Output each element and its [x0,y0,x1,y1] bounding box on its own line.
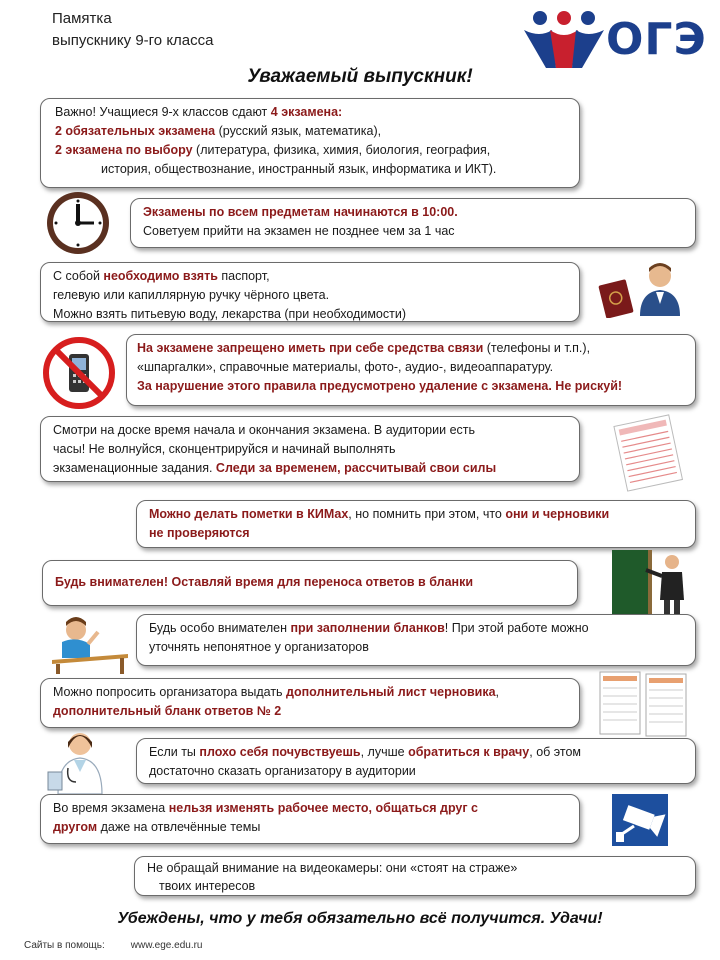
b6-l1c: они и черновики [505,507,610,521]
info-box-kim-notes [136,500,696,548]
b10-l1b: плохо себя почувствуешь [199,745,361,759]
b2-l2: Советуем прийти на экзамен не позднее чем за 1 час [143,224,455,238]
b2-l1: Экзамены по всем предметам начинаются в 10:00. [143,205,458,219]
info-box-cameras [134,856,696,896]
b3-l1a: С собой [53,269,104,283]
teacher-board-icon [612,550,692,614]
b5-l3a: экзаменационные задания. [53,461,216,475]
b10-l1c: , лучше [360,745,409,759]
sites-label: Сайты в помощь: [24,940,105,951]
b4-l1b: (телефоны и т.п.), [483,341,591,355]
page-title: Уважаемый выпускник! [247,66,473,87]
b12-l2: твоих интересов [159,879,256,893]
no-phone-icon [42,336,116,410]
b1-l2a: 2 обязательных экзамена [55,124,216,138]
b1-l2b: (русский язык, математика), [215,124,382,138]
logo-text: ОГЭ [606,14,707,65]
logo-figures-icon [520,8,610,74]
info-box-feel-bad [136,738,696,784]
b7-l1: Будь внимателен! Оставляй время для переноса ответов в бланки [55,575,474,589]
passport-icon [598,278,638,318]
clock-icon [42,190,114,256]
info-box-time [40,416,580,482]
b3-l1c: паспорт, [217,269,270,283]
b3-l3: Можно взять питьевую воду, лекарства (при необходимости) [53,307,406,321]
b1-l1a: Важно! Учащиеся 9-х классов сдают [55,105,271,119]
b4-l1a: На экзамене запрещено иметь при себе средства связи [137,341,484,355]
b5-l1: Смотри на доске время начала и окончания экзамена. В аудитории есть [53,423,476,437]
b11-l1a: Во время экзамена [53,801,169,815]
b1-l3a: 2 экзамена по выбору [55,143,193,157]
doctor-icon [46,728,116,794]
b9-l1b: дополнительный лист черновика [286,685,496,699]
b11-l2a: другом [53,820,98,834]
b5-l2: часы! Не волнуйся, сконцентрируйся и начинай выполнять [53,442,396,456]
info-box-forbidden [126,334,696,406]
answer-sheet-icon [606,412,690,492]
info-box-workplace [40,794,580,844]
b4-l3: За нарушение этого правила предусмотрено удаление с экзамена. Не рискуй! [137,379,623,393]
b10-l1e: , об этом [529,745,582,759]
b8-l1c: ! При этой работе можно [444,621,589,635]
b3-l1b: необходимо взять [103,269,218,283]
info-box-start-time [130,198,696,248]
b8-l1a: Будь особо внимателен [149,621,291,635]
b11-l2b: даже на отвлечённые темы [97,820,261,834]
header-line-2: выпускнику 9-го класса [52,32,214,49]
b5-l3b: Следи за временем, рассчитывай свои силы [215,461,497,475]
helpful-sites [24,940,203,951]
b12-l1: Не обращай внимание на видеокамеры: они «стоят на страже» [147,861,518,875]
person-icon [636,258,684,318]
b10-l1a: Если ты [149,745,200,759]
sites-url[interactable]: www.ege.edu.ru [130,940,203,951]
b6-l2: не проверяются [149,526,250,540]
b1-l3b: (литература, физика, химия, биология, география, [192,143,491,157]
header-title [52,8,213,52]
header-line-1: Памятка [52,10,112,27]
b8-l2: уточнять непонятное у организаторов [149,640,369,654]
b11-l1b: нельзя изменять рабочее место, общаться друг с [168,801,479,815]
info-box-exams [40,98,580,188]
info-box-extra-sheet [40,678,580,728]
b6-l1a: Можно делать пометки в КИМах [149,507,349,521]
info-box-bring [40,262,580,322]
b9-l1c: , [495,685,500,699]
b1-l4: история, обществознание, иностранный язык, информатика и ИКТ). [101,162,497,176]
b8-l1b: при заполнении бланков [290,621,445,635]
b4-l2: «шпаргалки», справочные материалы, фото-, аудио-, видеоаппаратуру. [137,360,554,374]
closing-message: Убеждены, что у тебя обязательно всё получится. Удачи! [117,910,603,927]
b9-l1a: Можно попросить организатора выдать [53,685,287,699]
b9-l2: дополнительный бланк ответов № 2 [53,704,282,718]
b10-l1d: обратиться к врачу [408,745,530,759]
b10-l2: достаточно сказать организатору в аудитории [149,764,416,778]
video-camera-icon [612,794,668,846]
oge-logo [520,8,707,74]
blank-forms-icon [598,670,690,738]
student-desk-icon [42,614,130,674]
b6-l1b: , но помнить при этом, что [348,507,506,521]
info-box-filling-forms [136,614,696,666]
info-box-be-attentive [42,560,578,606]
b1-l1b: 4 экзамена: [270,105,343,119]
b3-l2: гелевую или капиллярную ручку чёрного цвета. [53,288,330,302]
